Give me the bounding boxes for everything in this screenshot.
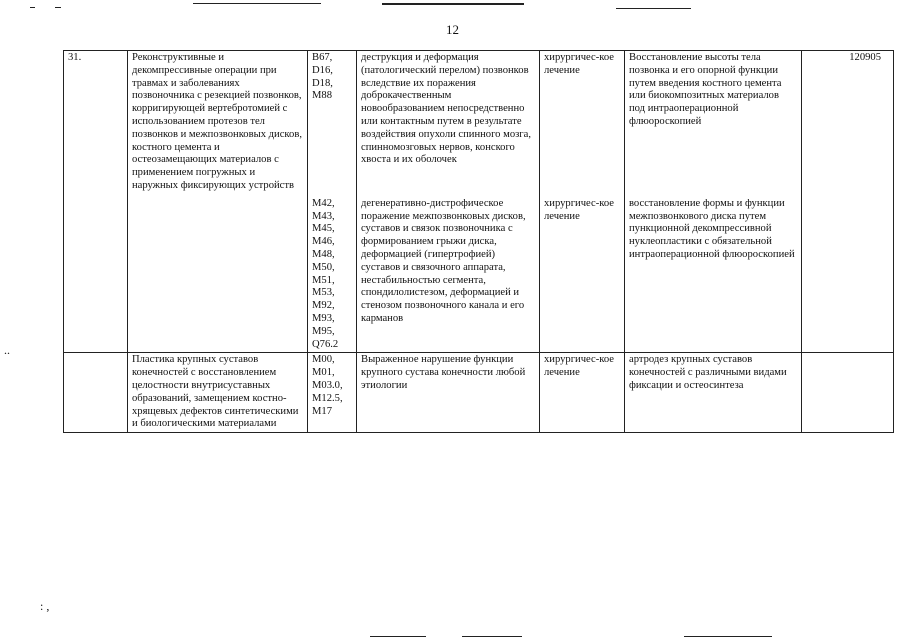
scan-mark: [30, 7, 35, 8]
scan-mark: [370, 636, 426, 637]
treatment-method: восстановление формы и функции межпозвонкового диска путем пункционной декомпрессивной нуклеопластики с обязательной интраоперационной флюороскопией: [625, 194, 802, 353]
scan-speck: ..: [4, 343, 10, 357]
treatment-type: хирургичес-кое лечение: [540, 353, 625, 433]
table-row: [64, 194, 894, 353]
scan-mark: [55, 7, 61, 8]
page-number: 12: [446, 22, 459, 37]
treatment-type: хирургичес-кое лечение: [540, 51, 625, 194]
row-number: [64, 353, 128, 433]
scan-mark: [382, 3, 524, 5]
treatment-type: хирургичес-кое лечение: [540, 194, 625, 353]
patient-model: Выраженное нарушение функции крупного сустава конечности любой этиологии: [357, 353, 540, 433]
procedure-name: Пластика крупных суставов конечностей с восстановлением целостности внутрисуставных образований, замещением костно-хрящевых дефектов синтетическими и биологическими материалами: [128, 353, 308, 433]
medical-procedures-table: [63, 50, 894, 433]
icd-codes: M42, M43, M45, M46, M48, M50, M51, M53, M92, M93, M95, Q76.2: [308, 194, 357, 353]
patient-model: дегенеративно-дистрофическое поражение межпозвонковых дисков, суставов и связок позвоночника с формированием грыжи диска, деформацией (гипертрофией) суставов и связочного аппарата, нестабильностью сегмента, спондилолистезом, деформацией и стенозом позвоночного канала и его карманов: [357, 194, 540, 353]
cost-value: [802, 194, 894, 353]
scan-mark: [462, 636, 522, 637]
scan-mark: [616, 8, 691, 9]
icd-codes: M00, M01, M03.0, M12.5, M17: [308, 353, 357, 433]
row-number: [64, 194, 128, 353]
treatment-method: Восстановление высоты тела позвонка и его опорной функции путем введения костного цемента или биокомпозитных материалов под интраоперационной флюороскопией: [625, 51, 802, 194]
procedure-name: Реконструктивные и декомпрессивные операции при травмах и заболеваниях позвоночника с резекцией позвонков, корригирующей вертебротомией с использованием протезов тел позвонков и межпозвонковых дисков, костного цемента и остеозамещающих материалов с применением погружных и наружных фиксирующих устройств: [128, 51, 308, 194]
scan-speck: : ,: [40, 599, 50, 613]
table-row: [64, 51, 894, 194]
row-number: 31.: [64, 51, 128, 194]
table-row: [64, 353, 894, 433]
scan-mark: [684, 636, 772, 637]
cost-amount: 120905: [849, 52, 881, 63]
cost-value: [802, 353, 894, 433]
cost-value: [802, 51, 894, 194]
procedure-name: [128, 194, 308, 353]
patient-model: деструкция и деформация (патологический перелом) позвонков вследствие их поражения доброкачественным новообразованием непосредственно или контактным путем в результате воздействия опухоли спинного мозга, спинномозговых нервов, конского хвоста и их оболочек: [357, 51, 540, 194]
scan-mark: [193, 3, 321, 4]
icd-codes: B67, D16, D18, M88: [308, 51, 357, 194]
treatment-method: артродез крупных суставов конечностей с различными видами фиксации и остеосинтеза: [625, 353, 802, 433]
